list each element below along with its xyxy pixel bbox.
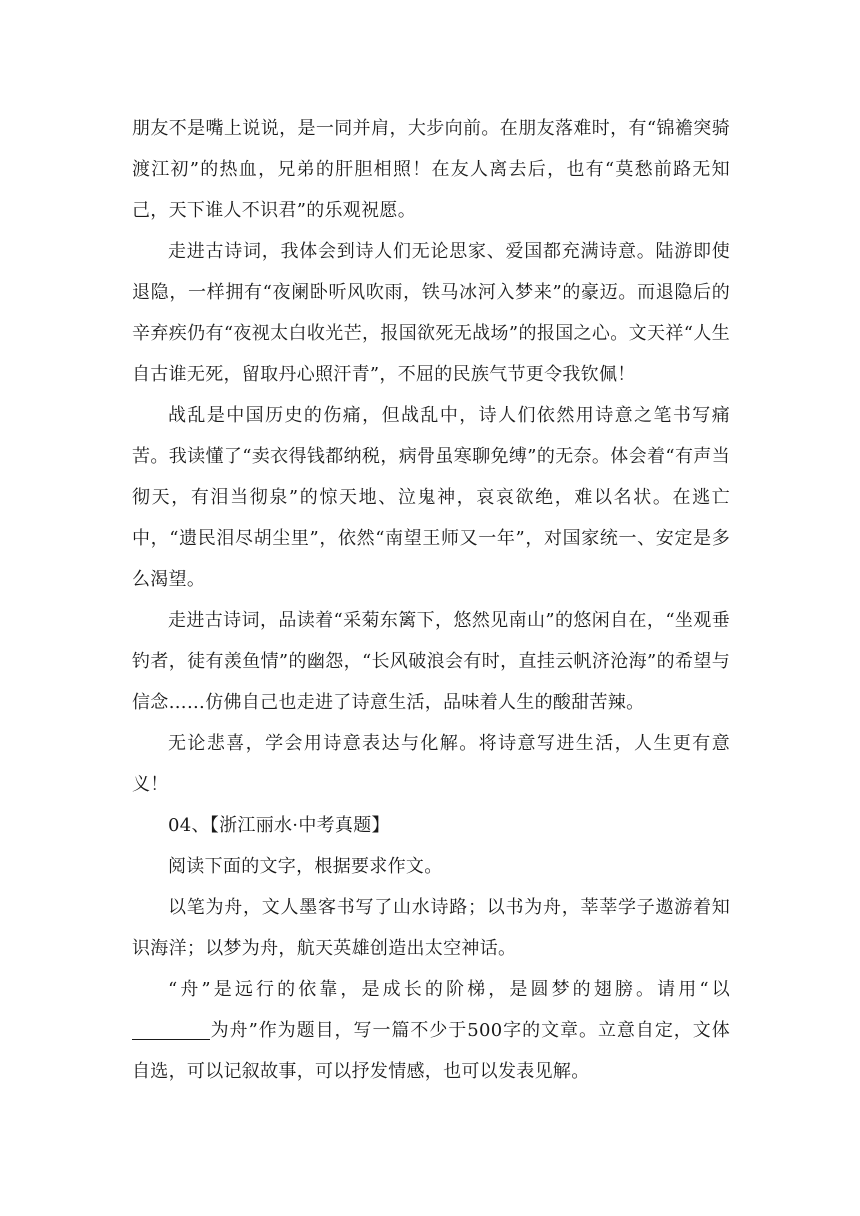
document-body bbox=[132, 108, 730, 1092]
question-heading: 04、【浙江丽水·中考真题】 bbox=[168, 815, 390, 836]
paragraph-poetic-life: 走进古诗词，品读着“采菊东篱下，悠然见南山”的悠闲自在，“坐观垂钓者，徒有羡鱼情”的幽怨，“长风破浪会有时，直挂云帆济沧海”的希望与信念……仿佛自己也走进了诗意生活，品味着人生的酸甜苦辣。 bbox=[132, 610, 730, 713]
question-instruction: 阅读下面的文字，根据要求作文。 bbox=[168, 856, 443, 877]
paragraph-war: 战乱是中国历史的伤痛，但战乱中，诗人们依然用诗意之笔书写痛苦。我读懂了“卖衣得钱都纳税，病骨虽寒聊免缚”的无奈。体会着“有声当彻天，有泪当彻泉”的惊天地、泣鬼神，哀哀欲绝，难以名状。在逃亡中，“遗民泪尽胡尘里”，依然“南望王师又一年”，对国家统一、安定是多么渴望。 bbox=[132, 405, 730, 590]
paragraph-conclusion: 无论悲喜，学会用诗意表达与化解。将诗意写进生活，人生更有意义！ bbox=[132, 733, 730, 795]
question-prompt bbox=[132, 969, 730, 1092]
prompt-after-blank: 为舟”作为题目，写一篇不少于500字的文章。立意自定，文体自选，可以记叙故事，可以抒发情感，也可以发表见解。 bbox=[132, 1020, 730, 1082]
title-blank bbox=[132, 1021, 210, 1040]
paragraph-patriotism: 走进古诗词，我体会到诗人们无论思家、爱国都充满诗意。陆游即使退隐，一样拥有“夜阑卧听风吹雨，铁马冰河入梦来”的豪迈。而退隐后的辛弃疾仍有“夜视太白收光芒，报国欲死无战场”的报国之心。文天祥“人生自古谁无死，留取丹心照汗青”，不屈的民族气节更令我钦佩！ bbox=[132, 241, 730, 385]
question-material: 以笔为舟，文人墨客书写了山水诗路；以书为舟，莘莘学子遨游着知识海洋；以梦为舟，航天英雄创造出太空神话。 bbox=[132, 897, 730, 959]
prompt-before-blank: “舟”是远行的依靠，是成长的阶梯，是圆梦的翅膀。请用“以 bbox=[168, 979, 730, 1000]
paragraph-friendship: 朋友不是嘴上说说，是一同并肩，大步向前。在朋友落难时，有“锦襜突骑渡江初”的热血，兄弟的肝胆相照！在友人离去后，也有“莫愁前路无知己，天下谁人不识君”的乐观祝愿。 bbox=[132, 118, 730, 221]
